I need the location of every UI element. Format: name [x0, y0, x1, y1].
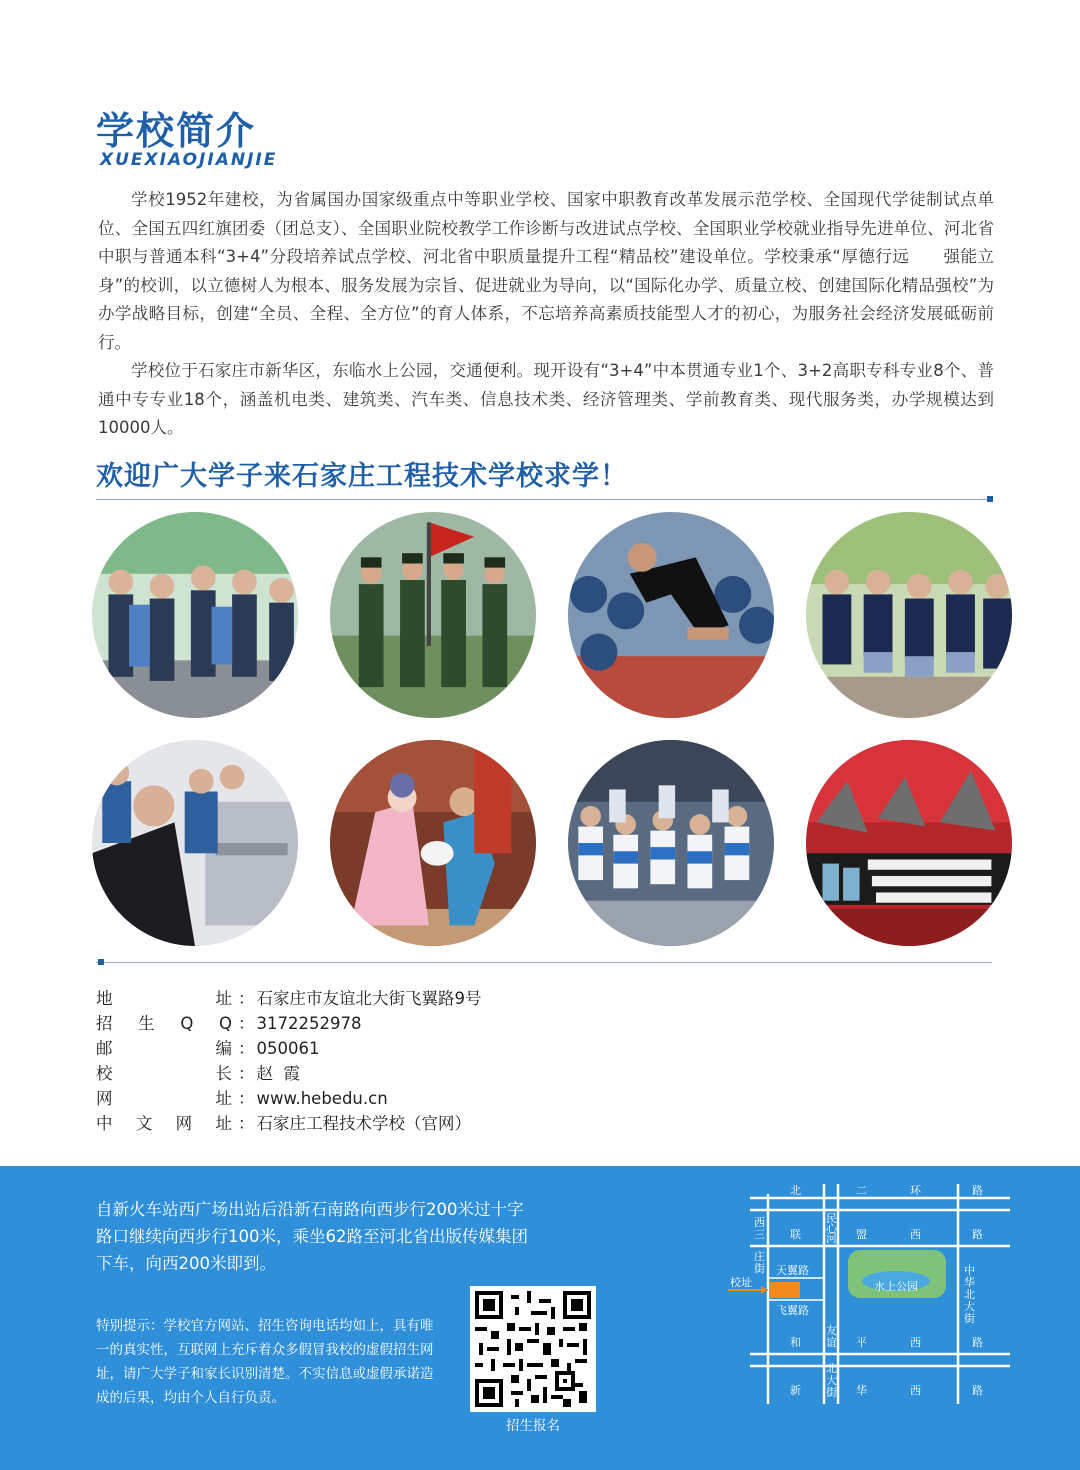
- contact-separator: ：: [238, 989, 255, 1008]
- page-title: 学校简介: [96, 109, 257, 153]
- map-road-label: 新: [790, 1384, 801, 1397]
- label-char: Q: [218, 1014, 232, 1033]
- contact-row-qq: [96, 1011, 482, 1036]
- contact-row-chinese-site: [96, 1111, 482, 1136]
- map-road-label: 三: [754, 1228, 765, 1241]
- map-road-label: 友: [826, 1324, 837, 1337]
- map-road-label: 路: [972, 1228, 983, 1241]
- contact-separator: ：: [238, 1039, 255, 1058]
- label-char: 编: [215, 1039, 232, 1058]
- map-road-label: 谊: [826, 1336, 837, 1349]
- map-road-label: 西: [754, 1216, 765, 1229]
- qr-code[interactable]: [470, 1286, 596, 1412]
- map-road-label: 平: [856, 1336, 867, 1349]
- label-char: 址: [215, 1089, 232, 1108]
- contact-row-principal: [96, 1061, 482, 1086]
- contact-row-website: [96, 1086, 482, 1111]
- map-road-label: 路: [972, 1336, 983, 1349]
- photo-international-visitors: [92, 512, 298, 718]
- photo-workshop-training: [92, 740, 298, 946]
- divider-top-dot: [987, 496, 993, 502]
- location-map: [728, 1178, 1010, 1404]
- contact-website-link[interactable]: www.hebedu.cn: [256, 1089, 388, 1108]
- map-road-label: 路: [972, 1184, 983, 1197]
- map-road-label: 大: [964, 1300, 975, 1313]
- contact-postcode-value: 050061: [256, 1039, 320, 1058]
- map-road-label: 民: [826, 1212, 837, 1225]
- map-road-label: 西: [910, 1228, 921, 1241]
- intro-text: [98, 186, 994, 443]
- map-road-label: 心: [826, 1222, 837, 1235]
- qr-caption: 招生报名: [506, 1418, 560, 1434]
- label-char: 址: [215, 1114, 232, 1133]
- map-road-label: 西: [910, 1384, 921, 1397]
- label-char: 文: [135, 1114, 153, 1133]
- map-road-label: 街: [826, 1386, 837, 1399]
- map-road-label: 天翼路: [776, 1264, 809, 1277]
- map-road-label: 街: [754, 1262, 765, 1275]
- intro-paragraph-1: 学校1952年建校，为省属国办国家级重点中等职业学校、国家中职教育改革发展示范学校、全国现代学徒制试点单位、全国五四红旗团委（团总支）、全国职业院校教学工作诊断与改进试点学校、全国职业学校就业指导先进单位、河北省中职与普通本科“3+4”分段培养试点学校、河北省中职质量提升工程“精品校”建设单位。学校秉承“厚德行远 强能立身”的校训，以立德树人为根本、服务发展为宗旨、促进就业为导向，以“国际化办学、质量立校、创建国际化精品强校”为办学战略目标，创建“全员、全程、全方位”的育人体系，不忘培养高素质技能型人才的初心，为服务社会经济发展砥砺前行。: [98, 190, 994, 352]
- contact-address-value: 石家庄市友谊北大街飞翼路9号: [256, 989, 482, 1008]
- map-road-label: 环: [910, 1184, 921, 1197]
- label-char: 网: [175, 1114, 193, 1133]
- notice-text: 特别提示：学校官方网站、招生咨询电话均如上，具有唯一的真实性，互联网上充斥着众多假冒我校的虚假招生网址，请广大学子和家长识别清楚。不实信息或虚假承诺造成的后果，均由个人自行负责。: [96, 1318, 434, 1406]
- map-road-label: 华: [856, 1384, 867, 1397]
- map-road-label: 北: [790, 1184, 801, 1197]
- label-char: 地: [96, 989, 113, 1008]
- contact-qq-value: 3172252978: [256, 1014, 362, 1033]
- map-road-label: 街: [964, 1312, 975, 1325]
- label-char: 长: [215, 1064, 232, 1083]
- qr-code-icon: [475, 1291, 591, 1407]
- map-road-label: 大: [826, 1374, 837, 1387]
- label-char: 校: [96, 1064, 113, 1083]
- intro-paragraph-2: 学校位于石家庄市新华区，东临水上公园，交通便利。现开设有“3+4”中本贯通专业1个、3+2高职专科专业8个、普通中专专业18个，涵盖机电类、建筑类、汽车类、信息技术类、经济管理类、学前教育类、现代服务类，办学规模达到10000人。: [98, 361, 994, 437]
- map-road-label: 河: [826, 1232, 837, 1245]
- label-char: 网: [96, 1089, 113, 1108]
- map-road-label: 二: [856, 1184, 867, 1197]
- map-road-label: 中: [964, 1264, 975, 1277]
- welcome-heading: 欢迎广大学子来石家庄工程技术学校求学！: [96, 461, 628, 492]
- label-char: 生: [138, 1014, 155, 1033]
- photo-sprint-race: [568, 512, 774, 718]
- photo-opera-performance: [330, 740, 536, 946]
- label-char: 中: [96, 1114, 113, 1133]
- page-subtitle: XUEXIAOJIANJIE: [100, 150, 278, 170]
- photo-school-uniforms: [806, 512, 1012, 718]
- label-char: 邮: [96, 1039, 113, 1058]
- map-park-label: 水上公园: [874, 1280, 918, 1293]
- map-road-label: 和: [790, 1336, 801, 1349]
- label-char: 址: [215, 989, 232, 1008]
- map-road-label: 飞翼路: [776, 1304, 809, 1317]
- contact-separator: ：: [238, 1064, 255, 1083]
- contact-principal-value: 赵 霞: [256, 1064, 300, 1083]
- map-road-label: 北: [826, 1362, 837, 1375]
- contact-info: [96, 986, 482, 1136]
- map-school-label: 校址: [730, 1276, 752, 1289]
- directions-text: 自新火车站西广场出站后沿新石南路向西步行200米过十字路口继续向西步行100米，乘坐62路至河北省出版传媒集团下车，向西200米即到。: [96, 1200, 528, 1273]
- divider-top: [96, 499, 992, 500]
- map-road-label: 庄: [754, 1250, 765, 1263]
- contact-separator: ：: [238, 1014, 255, 1033]
- map-road-label: 华: [964, 1276, 975, 1289]
- photo-cheerleading-team: [568, 740, 774, 946]
- contact-chinese-site-value: 石家庄工程技术学校（官网）: [256, 1114, 471, 1133]
- photo-flag-guard: [330, 512, 536, 718]
- map-road-label: 北: [964, 1288, 975, 1301]
- school-marker: [770, 1282, 800, 1298]
- photo-choir-stage: [806, 740, 1012, 946]
- map-road-label: 路: [972, 1384, 983, 1397]
- map-road-label: 盟: [856, 1228, 867, 1241]
- contact-separator: ：: [238, 1089, 255, 1108]
- map-road-label: 联: [790, 1228, 801, 1241]
- divider-bottom-dot: [98, 959, 104, 965]
- label-char: Q: [180, 1014, 194, 1033]
- contact-row-address: [96, 986, 482, 1011]
- contact-row-postcode: [96, 1036, 482, 1061]
- divider-bottom: [96, 962, 992, 963]
- map-road-label: 西: [910, 1336, 921, 1349]
- contact-separator: ：: [238, 1114, 255, 1133]
- label-char: 招: [96, 1014, 113, 1033]
